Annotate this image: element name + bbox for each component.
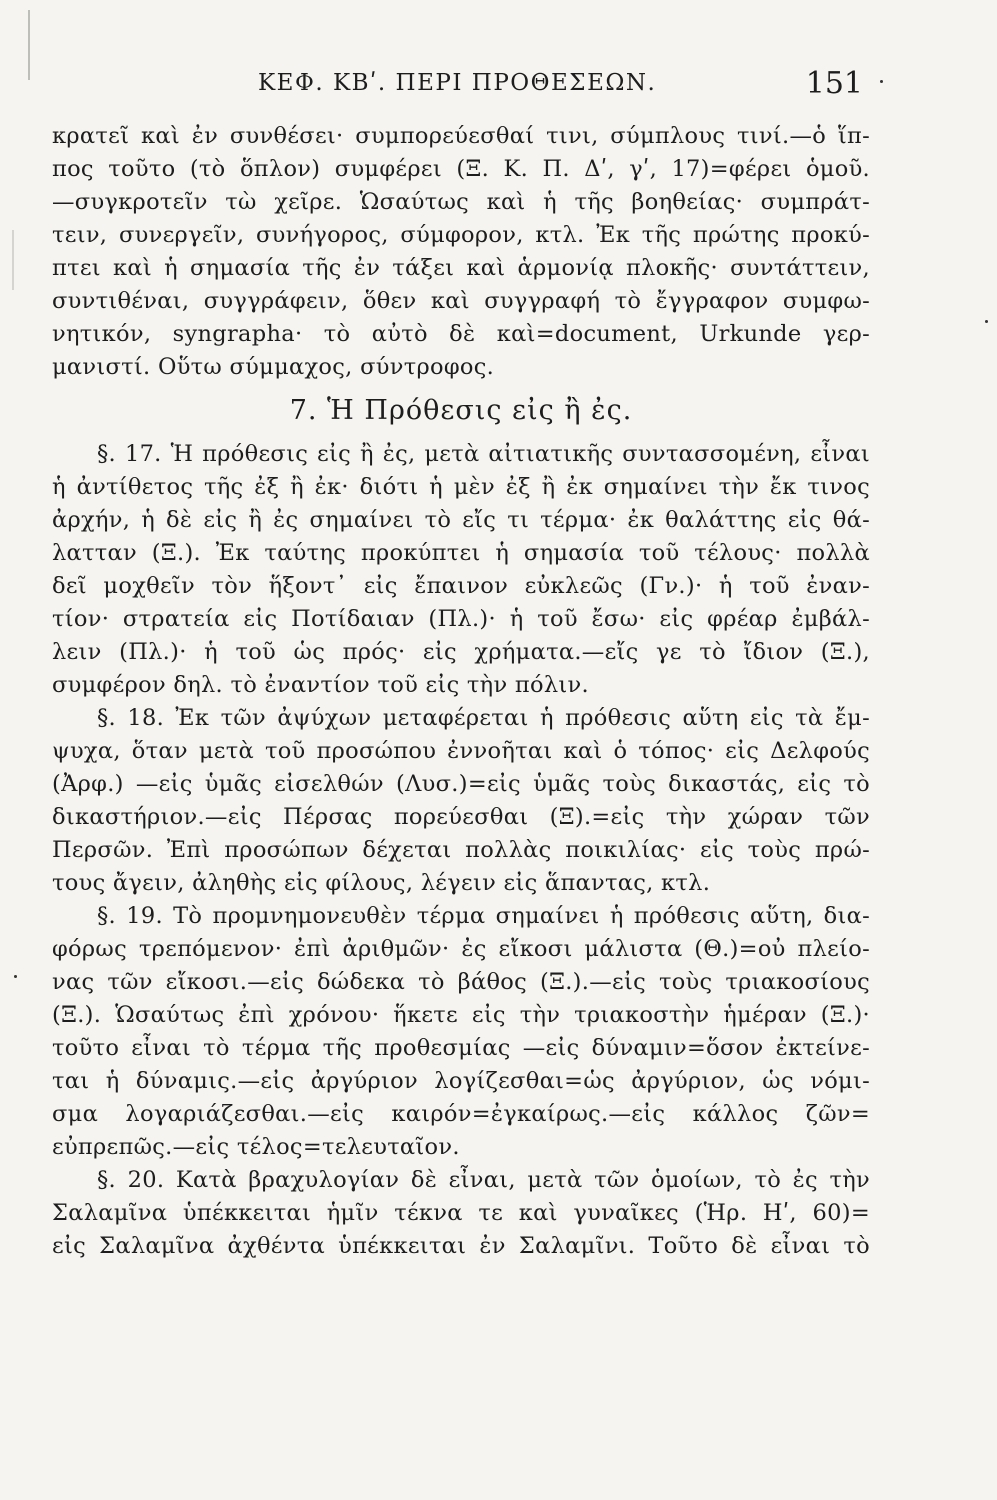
text-line: Σαλαμῖνα ὑπέκκειται ἡμῖν τέκνα τε καὶ γυναῖκες (Ἡρ. Ηʹ, 60)= [52, 1200, 870, 1226]
text-line: σμα λογαριάζεσθαι.—εἰς καιρόν=ἐγκαίρως.—εἰς κάλλος ζῶν= [52, 1101, 870, 1127]
text-line: ται ἡ δύναμις.—εἰς ἀργύριον λογίζεσθαι=ὡς ἀργύριον, ὡς νόμι- [52, 1068, 870, 1094]
text-line: κρατεῖ καὶ ἐν συνθέσει· συμπορεύεσθαί τινι, σύμπλους τινί.—ὁ ἵπ- [52, 123, 870, 149]
paragraph-20-start: §. 20. Κατὰ βραχυλογίαν δὲ εἶναι, μετὰ τῶν ὁμοίων, τὸ ἐς τὴν [97, 1167, 870, 1193]
text-line: (Ἀρφ.) —εἰς ὑμᾶς εἰσελθών (Λυσ.)=εἰς ὑμᾶς τοὺς δικαστάς, εἰς τὸ [52, 771, 870, 797]
text-line: νητικόν, syngrapha· τὸ αὐτὸ δὲ καὶ=document, Urkunde γερ- [52, 321, 870, 347]
text-line: τοῦτο εἶναι τὸ τέρμα τῆς προθεσμίας —εἰς δύναμιν=ὅσον ἐκτείνε- [52, 1035, 870, 1061]
scan-speck [880, 80, 883, 83]
text-line: συντιθέναι, συγγράφειν, ὅθεν καὶ συγγραφή τὸ ἔγγραφον συμφω- [52, 288, 870, 314]
text-line: λατταν (Ξ.). Ἐκ ταύτης προκύπτει ἡ σημασία τοῦ τέλους· πολλὰ [52, 540, 870, 566]
text-line: πτει καὶ ἡ σημασία τῆς ἐν τάξει καὶ ἁρμονίᾳ πλοκῆς· συντάττειν, [52, 255, 870, 281]
text-line: λειν (Πλ.)· ἡ τοῦ ὡς πρός· εἰς χρήματα.—εἴς γε τὸ ἴδιον (Ξ.), [52, 639, 870, 665]
paragraph-18-start: §. 18. Ἐκ τῶν ἀψύχων μεταφέρεται ἡ πρόθεσις αὕτη εἰς τὰ ἔμ- [97, 705, 870, 731]
body-text [52, 120, 870, 1263]
scan-mark-left [12, 230, 14, 290]
text-line: τειν, συνεργεῖν, συνήγορος, σύμφορον, κτλ. Ἐκ τῆς πρώτης προκύ- [52, 222, 870, 248]
running-head: ΚΕΦ. ΚΒʹ. ΠΕΡΙ ΠΡΟΘΕΣΕΩΝ. [258, 70, 657, 96]
text-line: συμφέρον δηλ. τὸ ἐναντίον τοῦ εἰς τὴν πόλιν. [52, 672, 589, 698]
text-line: εὐπρεπῶς.—εἰς τέλος=τελευταῖον. [52, 1134, 460, 1160]
paragraph-17-start: §. 17. Ἡ πρόθεσις εἰς ἢ ἐς, μετὰ αἰτιατικῆς συντασσομένη, εἶναι [97, 441, 870, 467]
scan-speck [985, 320, 988, 323]
text-line: νας τῶν εἴκοσι.—εἰς δώδεκα τὸ βάθος (Ξ.).—εἰς τοὺς τριακοσίους [52, 969, 870, 995]
text-line: ψυχα, ὅταν μετὰ τοῦ προσώπου ἐννοῆται καὶ ὁ τόπος· εἰς Δελφούς [52, 738, 870, 764]
text-line: τους ἄγειν, ἀληθὴς εἰς φίλους, λέγειν εἰς ἅπαντας, κτλ. [52, 870, 711, 896]
text-line: τίον· στρατεία εἰς Ποτίδαιαν (Πλ.)· ἡ τοῦ ἔσω· εἰς φρέαρ ἐμβάλ- [52, 606, 870, 632]
text-line: εἰς Σαλαμῖνα ἀχθέντα ὑπέκκειται ἐν Σαλαμῖνι. Τοῦτο δὲ εἶναι τὸ [52, 1233, 870, 1259]
text-line: —συγκροτεῖν τὼ χεῖρε. Ὡσαύτως καὶ ἡ τῆς βοηθείας· συμπράτ- [52, 189, 870, 215]
scan-speck [14, 975, 17, 978]
text-line: μανιστί. Οὕτω σύμμαχος, σύντροφος. [52, 354, 495, 380]
text-line: (Ξ.). Ὡσαύτως ἐπὶ χρόνου· ἥκετε εἰς τὴν τριακοστὴν ἡμέραν (Ξ.)· [52, 1002, 870, 1028]
text-line: Περσῶν. Ἐπὶ προσώπων δέχεται πολλὰς ποικιλίας· εἰς τοὺς πρώ- [52, 837, 870, 863]
page-header [258, 66, 873, 106]
text-line: δικαστήριον.—εἰς Πέρσας πορεύεσθαι (Ξ).=εἰς τὴν χώραν τῶν [52, 804, 870, 830]
scan-mark-left [28, 10, 30, 80]
text-line: πος τοῦτο (τὸ ὅπλον) συμφέρει (Ξ. Κ. Π. Δʹ, γʹ, 17)=φέρει ὁμοῦ. [52, 156, 870, 182]
text-line: ἀρχήν, ἡ δὲ εἰς ἢ ἐς σημαίνει τὸ εἴς τι τέρμα· ἐκ θαλάττης εἰς θά- [52, 507, 870, 533]
text-line: φόρως τρεπόμενον· ἐπὶ ἀριθμῶν· ἐς εἴκοσι μάλιστα (Θ.)=οὐ πλείο- [52, 936, 870, 962]
text-line: ἡ ἀντίθετος τῆς ἐξ ἢ ἐκ· διότι ἡ μὲν ἐξ ἢ ἐκ σημαίνει τὴν ἔκ τινος [52, 474, 870, 500]
text-line: δεῖ μοχθεῖν τὸν ἥξοντ᾽ εἰς ἔπαινον εὐκλεῶς (Γν.)· ἡ τοῦ ἐναν- [52, 573, 870, 599]
paragraph-19-start: §. 19. Τὸ προμνημονευθὲν τέρμα σημαίνει ἡ πρόθεσις αὕτη, δια- [97, 903, 870, 929]
page-number: 151 [805, 66, 863, 101]
section-heading: 7. Ἡ Πρόθεσις εἰς ἢ ἐς. [289, 395, 633, 426]
